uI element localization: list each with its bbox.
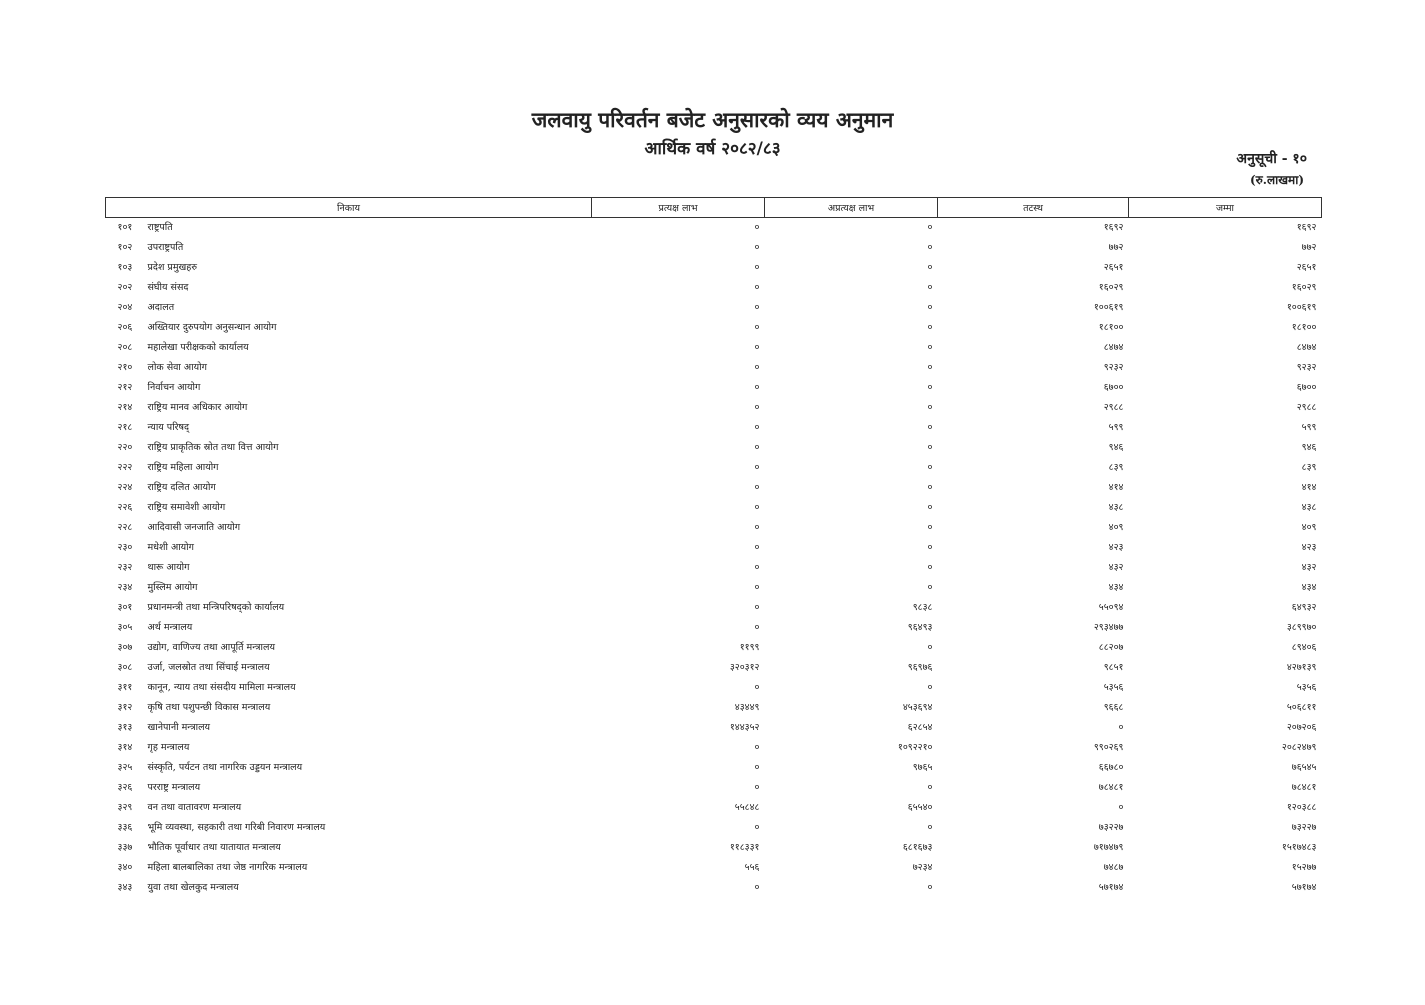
agency-name: परराष्ट्र मन्त्रालय	[147, 782, 201, 793]
indirect-benefit-cell: ०	[927, 882, 933, 893]
agency-name: थारू आयोग	[147, 562, 190, 573]
agency-cell	[106, 718, 592, 738]
direct-benefit-cell: ०	[754, 562, 760, 573]
agency-code: ३०७	[117, 642, 133, 653]
agency-cell	[106, 558, 592, 578]
indirect-benefit-cell: ७२३४	[912, 862, 933, 873]
direct-benefit-cell: ०	[754, 882, 760, 893]
total-cell: ३८९९७०	[1286, 622, 1317, 633]
total-cell: १६०२९	[1291, 282, 1317, 293]
neutral-cell: ०	[1118, 722, 1124, 733]
agency-name: न्याय परिषद्	[147, 422, 190, 433]
direct-benefit-cell: ०	[754, 822, 760, 833]
indirect-benefit-cell: ०	[927, 502, 933, 513]
total-cell: ४१४	[1301, 482, 1317, 493]
table-row	[106, 658, 1322, 678]
neutral-cell: २६५१	[1103, 262, 1124, 273]
total-cell: ५७१७४	[1291, 882, 1317, 893]
neutral-cell: ९८५१	[1103, 662, 1124, 673]
total-cell: १५२७७	[1291, 862, 1317, 873]
total-cell: ५९९	[1301, 422, 1317, 433]
neutral-cell: ४२३	[1108, 542, 1124, 553]
agency-code: ३०५	[117, 622, 133, 633]
agency-code: १०२	[117, 242, 133, 253]
agency-code: ३२९	[117, 802, 133, 813]
direct-benefit-cell: ०	[754, 302, 760, 313]
indirect-benefit-cell: ०	[927, 682, 933, 693]
direct-benefit-cell: ४३४४९	[734, 702, 760, 713]
document-title: जलवायु परिवर्तन बजेट अनुसारको व्यय अनुमान	[531, 107, 894, 132]
table-row	[106, 318, 1322, 338]
agency-cell	[106, 838, 592, 858]
indirect-benefit-cell: ०	[927, 362, 933, 373]
direct-benefit-cell: ०	[754, 382, 760, 393]
neutral-cell: ४३८	[1108, 502, 1124, 513]
agency-code: ३०१	[117, 602, 133, 613]
direct-benefit-cell: ३२०३१२	[729, 662, 760, 673]
agency-name: मुस्लिम आयोग	[147, 582, 198, 593]
neutral-cell: ९२३२	[1103, 362, 1124, 373]
agency-code: ३२५	[117, 762, 133, 773]
direct-benefit-cell: ०	[754, 482, 760, 493]
indirect-benefit-cell: ९८३८	[912, 602, 933, 613]
agency-name: लोक सेवा आयोग	[147, 362, 207, 373]
direct-benefit-cell: ०	[754, 462, 760, 473]
neutral-cell: १६०२९	[1098, 282, 1124, 293]
direct-benefit-cell: ०	[754, 402, 760, 413]
agency-cell	[106, 498, 592, 518]
budget-table	[105, 197, 1322, 898]
table-row	[106, 718, 1322, 738]
agency-code: २२४	[117, 482, 133, 493]
table-header	[106, 198, 1322, 218]
agency-code: २०४	[117, 302, 133, 313]
unit-label: (रु.लाखमा)	[1249, 173, 1304, 187]
agency-cell	[106, 818, 592, 838]
total-cell: ८९४०६	[1291, 642, 1317, 653]
agency-name: महालेखा परीक्षकको कार्यालय	[147, 342, 249, 353]
indirect-benefit-cell: ०	[927, 542, 933, 553]
table-row	[106, 798, 1322, 818]
agency-code: २१०	[117, 362, 133, 373]
agency-name: राष्ट्रिय महिला आयोग	[147, 462, 219, 473]
agency-name: कृषि तथा पशुपन्छी विकास मन्त्रालय	[147, 702, 271, 713]
agency-name: मधेशी आयोग	[147, 542, 194, 553]
agency-name: गृह मन्त्रालय	[147, 742, 190, 753]
indirect-benefit-cell: ०	[927, 422, 933, 433]
neutral-cell: ४०९	[1108, 522, 1124, 533]
agency-name: प्रदेश प्रमुखहरु	[147, 262, 198, 273]
total-cell: ७७२	[1301, 242, 1317, 253]
table-row	[106, 498, 1322, 518]
direct-benefit-cell: ०	[754, 242, 760, 253]
agency-name: महिला बालबालिका तथा जेष्ठ नागरिक मन्त्रालय	[147, 862, 308, 873]
indirect-benefit-cell: ०	[927, 222, 933, 233]
agency-cell	[106, 218, 592, 239]
agency-cell	[106, 758, 592, 778]
total-cell: ५३५६	[1296, 682, 1317, 693]
indirect-benefit-cell: ९६४९३	[907, 622, 933, 633]
agency-cell	[106, 698, 592, 718]
total-cell: ८३९	[1301, 462, 1317, 473]
neutral-cell: ४१४	[1108, 482, 1124, 493]
agency-cell	[106, 258, 592, 278]
neutral-cell: ८४७४	[1103, 342, 1124, 353]
total-cell: ४३२	[1301, 562, 1317, 573]
indirect-benefit-cell: ४५३६९४	[902, 702, 933, 713]
table-row	[106, 598, 1322, 618]
direct-benefit-cell: ०	[754, 602, 760, 613]
indirect-benefit-cell: ०	[927, 822, 933, 833]
indirect-benefit-cell: ०	[927, 482, 933, 493]
agency-code: ३१४	[117, 742, 133, 753]
direct-benefit-cell: ०	[754, 282, 760, 293]
neutral-cell: ७७२	[1108, 242, 1124, 253]
agency-cell	[106, 538, 592, 558]
indirect-benefit-cell: ०	[927, 442, 933, 453]
neutral-cell: ४३४	[1108, 582, 1124, 593]
agency-code: २०६	[117, 322, 133, 333]
direct-benefit-cell: ०	[754, 422, 760, 433]
direct-benefit-cell: ५५६	[744, 862, 760, 873]
agency-code: २३०	[117, 542, 133, 553]
agency-cell	[106, 438, 592, 458]
table-row	[106, 418, 1322, 438]
total-cell: ४२७१३९	[1286, 662, 1317, 673]
total-cell: ५०६८११	[1286, 702, 1317, 713]
table-row	[106, 758, 1322, 778]
column-header-agency: निकाय	[106, 198, 592, 218]
indirect-benefit-cell: ०	[927, 462, 933, 473]
table-row	[106, 558, 1322, 578]
agency-cell	[106, 618, 592, 638]
total-cell: ७८४८१	[1291, 782, 1317, 793]
agency-code: ३११	[117, 682, 133, 693]
agency-name: संस्कृति, पर्यटन तथा नागरिक उड्डयन मन्त्रालय	[147, 762, 303, 773]
neutral-cell: ५९९	[1108, 422, 1124, 433]
total-cell: ४०९	[1301, 522, 1317, 533]
total-cell: ८४७४	[1296, 342, 1317, 353]
agency-code: २०८	[117, 342, 133, 353]
total-cell: १६९२	[1296, 222, 1317, 233]
agency-cell	[106, 678, 592, 698]
direct-benefit-cell: ०	[754, 742, 760, 753]
agency-code: ३३७	[117, 842, 133, 853]
neutral-cell: २९३४७७	[1093, 622, 1124, 633]
agency-name: खानेपानी मन्त्रालय	[147, 722, 211, 733]
column-header-indirect: अप्रत्यक्ष लाभ	[765, 198, 938, 218]
total-cell: १८१००	[1291, 322, 1317, 333]
neutral-cell: ०	[1118, 802, 1124, 813]
total-cell: ७६५४५	[1291, 762, 1317, 773]
agency-name: वन तथा वातावरण मन्त्रालय	[147, 802, 242, 813]
neutral-cell: ७४८७	[1103, 862, 1124, 873]
table-row	[106, 438, 1322, 458]
direct-benefit-cell: ०	[754, 622, 760, 633]
table-row	[106, 638, 1322, 658]
indirect-benefit-cell: ०	[927, 262, 933, 273]
agency-cell	[106, 878, 592, 898]
agency-cell	[106, 518, 592, 538]
direct-benefit-cell: ०	[754, 362, 760, 373]
direct-benefit-cell: ०	[754, 762, 760, 773]
direct-benefit-cell: ०	[754, 222, 760, 233]
direct-benefit-cell: ०	[754, 782, 760, 793]
table-row	[106, 538, 1322, 558]
indirect-benefit-cell: ०	[927, 282, 933, 293]
indirect-benefit-cell: ०	[927, 402, 933, 413]
neutral-cell: ७३२२७	[1098, 822, 1124, 833]
table-row	[106, 238, 1322, 258]
neutral-cell: ५५०९४	[1098, 602, 1124, 613]
total-cell: ६७००	[1296, 382, 1317, 393]
header-row	[106, 198, 1322, 218]
agency-code: ३२६	[117, 782, 133, 793]
agency-cell	[106, 398, 592, 418]
agency-cell	[106, 418, 592, 438]
agency-name: प्रधानमन्त्री तथा मन्त्रिपरिषद्को कार्यालय	[147, 602, 285, 613]
total-cell: २०७२०६	[1286, 722, 1317, 733]
agency-code: ३४३	[117, 882, 133, 893]
total-cell: १२०३८८	[1286, 802, 1317, 813]
neutral-cell: ८८२०७	[1098, 642, 1124, 653]
indirect-benefit-cell: ०	[927, 782, 933, 793]
table-row	[106, 838, 1322, 858]
agency-code: २०२	[117, 282, 133, 293]
agency-cell	[106, 338, 592, 358]
agency-code: २१८	[117, 422, 133, 433]
total-cell: २९८८	[1296, 402, 1317, 413]
indirect-benefit-cell: ०	[927, 242, 933, 253]
total-cell: २६५१	[1296, 262, 1317, 273]
direct-benefit-cell: १४४३५२	[729, 722, 760, 733]
table-row	[106, 338, 1322, 358]
agency-name: भौतिक पूर्वाधार तथा यातायात मन्त्रालय	[147, 842, 281, 853]
agency-cell	[106, 298, 592, 318]
agency-name: राष्ट्रिय दलित आयोग	[147, 482, 216, 493]
indirect-benefit-cell: १०९२२१०	[897, 742, 933, 753]
agency-cell	[106, 858, 592, 878]
agency-code: २२६	[117, 502, 133, 513]
table-body	[106, 218, 1322, 899]
agency-code: १०३	[117, 262, 133, 273]
agency-code: २१४	[117, 402, 133, 413]
direct-benefit-cell: ०	[754, 582, 760, 593]
agency-code: २१२	[117, 382, 133, 393]
neutral-cell: ६७००	[1103, 382, 1124, 393]
indirect-benefit-cell: ६८१६७३	[902, 842, 933, 853]
direct-benefit-cell: ०	[754, 522, 760, 533]
direct-benefit-cell: ०	[754, 502, 760, 513]
agency-name: निर्वाचन आयोग	[147, 382, 201, 393]
agency-cell	[106, 358, 592, 378]
agency-cell	[106, 318, 592, 338]
table-row	[106, 738, 1322, 758]
agency-name: अख्तियार दुरुपयोग अनुसन्धान आयोग	[147, 322, 277, 333]
table-row	[106, 258, 1322, 278]
neutral-cell: ९६६८	[1103, 702, 1124, 713]
neutral-cell: ७१७४७९	[1093, 842, 1124, 853]
agency-name: राष्ट्रिय समावेशी आयोग	[147, 502, 226, 513]
table-row	[106, 278, 1322, 298]
total-cell: ४३४	[1301, 582, 1317, 593]
total-cell: ४३८	[1301, 502, 1317, 513]
agency-cell	[106, 658, 592, 678]
table-row	[106, 518, 1322, 538]
agency-name: राष्ट्रपति	[147, 222, 173, 233]
agency-name: आदिवासी जनजाति आयोग	[147, 522, 241, 533]
indirect-benefit-cell: ०	[927, 562, 933, 573]
total-cell: ४२३	[1301, 542, 1317, 553]
agency-cell	[106, 458, 592, 478]
direct-benefit-cell: ०	[754, 262, 760, 273]
column-header-neutral: तटस्थ	[938, 198, 1129, 218]
total-cell: १००६१९	[1286, 302, 1317, 313]
agency-name: युवा तथा खेलकुद मन्त्रालय	[147, 882, 239, 893]
agency-cell	[106, 778, 592, 798]
total-cell: ७३२२७	[1291, 822, 1317, 833]
agency-code: ३१२	[117, 702, 133, 713]
indirect-benefit-cell: ६५५४०	[907, 802, 933, 813]
agency-code: ३३६	[117, 822, 133, 833]
table-row	[106, 378, 1322, 398]
agency-code: ३०८	[117, 662, 133, 673]
total-cell: ९४६	[1301, 442, 1317, 453]
schedule-label: अनुसूची - १०	[1236, 151, 1307, 167]
indirect-benefit-cell: ०	[927, 522, 933, 533]
agency-cell	[106, 278, 592, 298]
table-row	[106, 458, 1322, 478]
agency-cell	[106, 738, 592, 758]
table-row	[106, 478, 1322, 498]
agency-name: भूमि व्यवस्था, सहकारी तथा गरिबी निवारण मन्त्रालय	[147, 822, 326, 833]
agency-cell	[106, 238, 592, 258]
agency-code: २२८	[117, 522, 133, 533]
table-row	[106, 778, 1322, 798]
indirect-benefit-cell: ९७६५	[912, 762, 933, 773]
agency-code: २३४	[117, 582, 133, 593]
total-cell: २०८२४७९	[1281, 742, 1317, 753]
agency-code: २२०	[117, 442, 133, 453]
table-row	[106, 698, 1322, 718]
table-row	[106, 618, 1322, 638]
agency-code: ३४०	[117, 862, 133, 873]
neutral-cell: ५३५६	[1103, 682, 1124, 693]
direct-benefit-cell: ०	[754, 442, 760, 453]
agency-name: अदालत	[147, 302, 175, 313]
neutral-cell: ७८४८१	[1098, 782, 1124, 793]
indirect-benefit-cell: ९६९७६	[907, 662, 933, 673]
total-cell: ९२३२	[1296, 362, 1317, 373]
agency-cell	[106, 598, 592, 618]
neutral-cell: २९८८	[1103, 402, 1124, 413]
agency-code: २३२	[117, 562, 133, 573]
indirect-benefit-cell: ०	[927, 322, 933, 333]
agency-name: राष्ट्रिय मानव अधिकार आयोग	[147, 402, 248, 413]
indirect-benefit-cell: ०	[927, 642, 933, 653]
indirect-benefit-cell: ०	[927, 382, 933, 393]
agency-cell	[106, 798, 592, 818]
indirect-benefit-cell: ०	[927, 582, 933, 593]
agency-name: कानून, न्याय तथा संसदीय मामिला मन्त्रालय	[147, 682, 296, 693]
direct-benefit-cell: ०	[754, 682, 760, 693]
neutral-cell: १८१००	[1098, 322, 1124, 333]
indirect-benefit-cell: ०	[927, 302, 933, 313]
table-row	[106, 818, 1322, 838]
agency-code: २२२	[117, 462, 133, 473]
table-row	[106, 218, 1322, 239]
agency-name: संघीय संसद	[147, 282, 189, 293]
indirect-benefit-cell: ६२८५४	[907, 722, 933, 733]
neutral-cell: ९९०२६९	[1093, 742, 1124, 753]
table-row	[106, 398, 1322, 418]
neutral-cell: ८३९	[1108, 462, 1124, 473]
direct-benefit-cell: ०	[754, 542, 760, 553]
agency-code: १०१	[117, 222, 133, 233]
column-header-direct: प्रत्यक्ष लाभ	[592, 198, 765, 218]
table-row	[106, 878, 1322, 898]
agency-cell	[106, 638, 592, 658]
agency-name: राष्ट्रिय प्राकृतिक स्रोत तथा वित्त आयोग	[147, 442, 279, 453]
indirect-benefit-cell: ०	[927, 342, 933, 353]
neutral-cell: ५७१७४	[1098, 882, 1124, 893]
neutral-cell: १००६१९	[1093, 302, 1124, 313]
table-row	[106, 358, 1322, 378]
direct-benefit-cell: ५५८४८	[734, 802, 760, 813]
direct-benefit-cell: ०	[754, 342, 760, 353]
agency-name: उद्योग, वाणिज्य तथा आपूर्ति मन्त्रालय	[147, 642, 275, 653]
table-row	[106, 678, 1322, 698]
agency-code: ३१३	[117, 722, 133, 733]
agency-cell	[106, 578, 592, 598]
agency-name: उर्जा, जलस्रोत तथा सिंचाई मन्त्रालय	[147, 662, 270, 673]
total-cell: ६४९३२	[1291, 602, 1317, 613]
neutral-cell: १६९२	[1103, 222, 1124, 233]
neutral-cell: ९४६	[1108, 442, 1124, 453]
table-row	[106, 858, 1322, 878]
direct-benefit-cell: ११९९	[739, 642, 760, 653]
neutral-cell: ४३२	[1108, 562, 1124, 573]
table-row	[106, 298, 1322, 318]
agency-name: अर्थ मन्त्रालय	[147, 622, 193, 633]
direct-benefit-cell: ०	[754, 322, 760, 333]
total-cell: १५१७४८३	[1281, 842, 1317, 853]
neutral-cell: ६६७८०	[1098, 762, 1124, 773]
fiscal-year-subtitle: आर्थिक वर्ष २०८२/८३	[644, 139, 781, 159]
table-row	[106, 578, 1322, 598]
agency-cell	[106, 378, 592, 398]
agency-cell	[106, 478, 592, 498]
agency-name: उपराष्ट्रपति	[147, 242, 184, 253]
direct-benefit-cell: ११८३३१	[729, 842, 760, 853]
column-header-total: जम्मा	[1129, 198, 1322, 218]
